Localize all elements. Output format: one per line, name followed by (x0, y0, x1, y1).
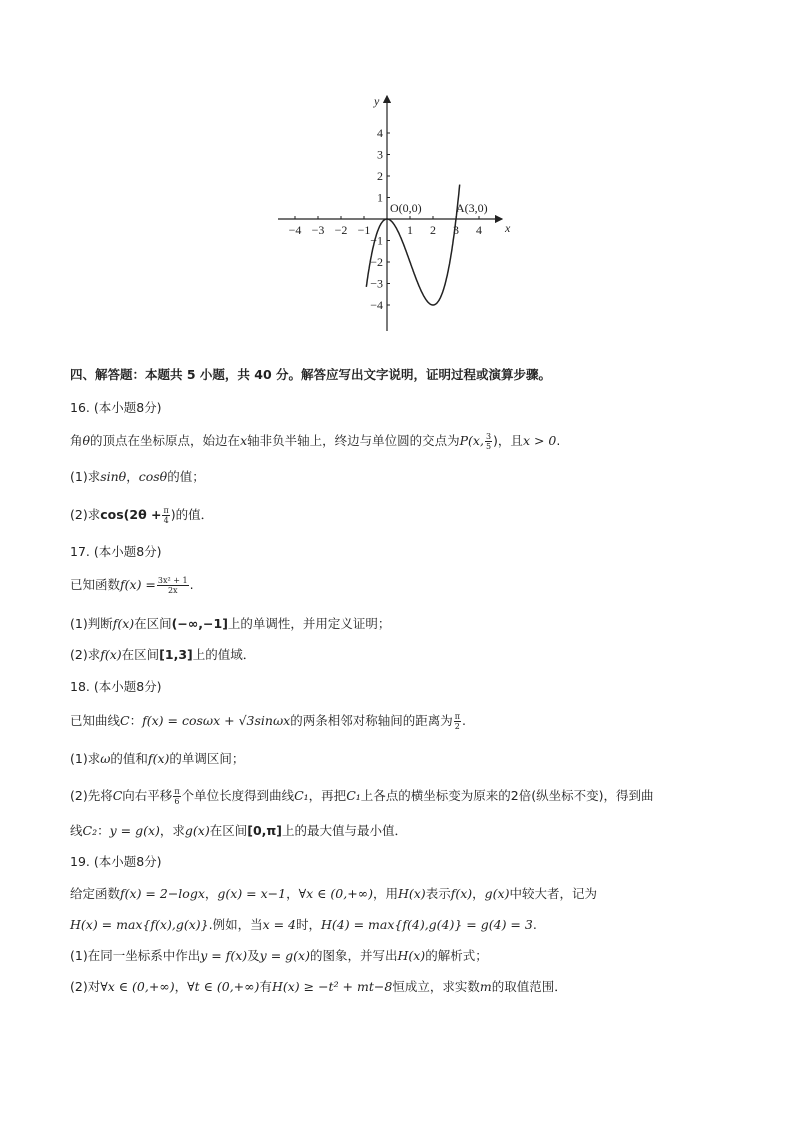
text: 上各点的横坐标变为原来的2倍(纵坐标不变)，得到曲 (360, 788, 654, 803)
text: ： (129, 713, 143, 728)
text: (1)求 (70, 469, 101, 484)
text: 的解析式； (425, 948, 488, 963)
math: [1,3] (159, 647, 193, 662)
text: . (189, 577, 194, 592)
math: x = 4 (262, 917, 297, 932)
text: 上的值域． (192, 647, 256, 662)
text: 在区间 (134, 616, 172, 631)
math: m (479, 979, 492, 994)
math: g(x) (184, 823, 210, 838)
y-axis-label: y (374, 94, 380, 108)
x-tick-label: −1 (357, 223, 371, 237)
point-a-label: A(3,0) (456, 201, 488, 215)
x-tick-label: −4 (288, 223, 302, 237)
text: (1)求 (70, 751, 101, 766)
math: H(x) = max{f(x),g(x)} (70, 917, 209, 932)
y-tick-label: −4 (370, 298, 383, 312)
text: (1)判断 (70, 616, 113, 631)
x-tick-label: −2 (334, 223, 348, 237)
text: 给定函数 (70, 886, 121, 901)
math: f(x) (100, 647, 122, 662)
y-tick-label: 3 (377, 147, 383, 162)
text: ， (204, 886, 218, 901)
y-tick-label: −2 (370, 255, 383, 269)
numerator: 3 (485, 432, 492, 441)
math: H(x) (397, 948, 426, 963)
text: 的取值范围． (491, 979, 567, 994)
math: g(x) (484, 886, 510, 901)
math: H(4) = max{f(4),g(4)} = g(4) = 3 (321, 917, 533, 932)
x-tick-label: 3 (453, 223, 459, 237)
denominator: 5 (485, 442, 492, 451)
math: C (112, 788, 123, 803)
math: x > 0 (522, 433, 557, 448)
text: (2)求 (70, 647, 101, 662)
y-tick-label: −1 (370, 233, 383, 248)
q16-part1 (70, 468, 205, 486)
text: 的两条相邻对称轴间的距离为 (290, 713, 453, 728)
fraction (173, 787, 180, 806)
y-tick-label: 4 (377, 126, 383, 140)
text: 的值； (167, 469, 205, 484)
q18-part2 (70, 787, 653, 806)
math: H(x) ≥ −t² + mt−8 (271, 979, 393, 994)
fraction (454, 712, 461, 731)
q17-stem (70, 576, 194, 595)
text: 中较大者，记为 (509, 886, 597, 901)
math: f(x) = (120, 577, 156, 592)
x-tick-label: 4 (476, 223, 482, 237)
q17-title: 17. (本小题8分) (70, 544, 162, 559)
q18-part1 (70, 750, 244, 768)
numerator: π (174, 787, 180, 796)
fraction (162, 506, 169, 525)
text: ，求 (159, 823, 185, 838)
math: cosθ (138, 469, 168, 484)
text: ) (170, 507, 176, 522)
math: H(x) (397, 886, 426, 901)
x-tick-label: 1 (407, 223, 413, 237)
math: ∀x ∈ (0,+∞) (100, 979, 175, 994)
text: 的图象，并写出 (309, 948, 398, 963)
math: (−∞,−1] (171, 616, 228, 631)
text: . (556, 433, 561, 448)
text: . (461, 713, 466, 728)
q17-part1 (70, 615, 390, 633)
fraction (157, 576, 189, 595)
function-graph (270, 88, 530, 338)
text: 在区间 (121, 647, 160, 662)
text: 线 (70, 823, 83, 838)
text: (2)求 (70, 507, 101, 522)
math: ∀t ∈ (0,+∞) (187, 979, 260, 994)
text: . (532, 917, 537, 932)
q19-part1 (70, 947, 488, 965)
math: ∀x ∈ (0,+∞) (298, 886, 373, 901)
text: ， (286, 886, 299, 901)
q16-title: 16. (本小题8分) (70, 400, 162, 415)
x-tick-label: −3 (311, 223, 325, 237)
numerator: π (163, 506, 169, 515)
q18-title: 18. (本小题8分) (70, 679, 162, 694)
text: (2)对 (70, 979, 101, 994)
text: 已知曲线 (70, 713, 121, 728)
text: 个单位长度得到曲线 (181, 788, 295, 803)
text: ， (126, 469, 139, 484)
fraction (485, 432, 492, 451)
denominator: 6 (174, 797, 180, 806)
math: C₁ (346, 788, 361, 803)
denominator: 4 (163, 516, 169, 525)
text: ， (174, 979, 188, 994)
q19-title: 19. (本小题8分) (70, 854, 162, 869)
math: f(x) (147, 751, 170, 766)
text: (1)在同一坐标系中作出 (70, 948, 201, 963)
text: 的值． (175, 507, 214, 522)
x-axis-label: x (505, 221, 511, 235)
math: y = g(x) (109, 823, 160, 838)
text: 的顶点在坐标原点，始边在 (90, 433, 241, 448)
x-tick-label: 2 (430, 223, 436, 237)
text: 恒成立，求实数 (392, 979, 480, 994)
text: (2)先将 (70, 788, 113, 803)
math: cos(2θ + (100, 507, 162, 522)
math: y = g(x) (259, 948, 310, 963)
denominator: 2 (454, 722, 460, 731)
text: 的单调区间； (169, 751, 245, 766)
text: 轴非负半轴上，终边与单位圆的交点为 (247, 433, 460, 448)
math: g(x) = x−1 (217, 886, 287, 901)
q16-stem (70, 432, 560, 451)
q18-part2-cont (70, 822, 407, 840)
numerator: π (454, 712, 460, 721)
math: [0,π] (247, 823, 283, 838)
math: x (240, 433, 248, 448)
math: f(x) (112, 616, 135, 631)
math: f(x) = cosωx + √3sinωx (142, 713, 291, 728)
origin-label: O(0,0) (390, 201, 422, 215)
math: f(x) (450, 886, 473, 901)
math: ω (100, 751, 111, 766)
y-tick-label: 2 (377, 169, 383, 183)
text: 角 (70, 433, 83, 448)
q18-stem (70, 712, 466, 731)
math: P(x, (459, 433, 484, 448)
math: y = f(x) (200, 948, 248, 963)
math: θ (82, 433, 91, 448)
text: ，再把 (308, 788, 347, 803)
math: C₁ (294, 788, 309, 803)
math: sinθ (100, 469, 127, 484)
text: 在区间 (209, 823, 248, 838)
y-tick-label: −3 (370, 276, 383, 291)
math: C (120, 713, 130, 728)
math: C₂ (82, 823, 98, 838)
q19-part2 (70, 978, 567, 996)
section-header: 四、解答题：本题共 5 小题，共 40 分。解答应写出文字说明，证明过程或演算步骤。 (70, 367, 552, 382)
q19-stem-2 (70, 916, 537, 934)
text: 表示 (425, 886, 451, 901)
q19-stem-1 (70, 885, 597, 903)
text: ， (472, 886, 485, 901)
text: 有 (259, 979, 272, 994)
text: 时， (296, 917, 322, 932)
numerator: 3x² + 1 (157, 576, 188, 585)
text: 已知函数 (70, 577, 121, 592)
denominator: 2x (167, 586, 178, 595)
math: f(x) = 2−logx (120, 886, 205, 901)
text: .例如，当 (208, 917, 263, 932)
q16-part2 (70, 506, 213, 525)
text: 向右平移 (122, 788, 173, 803)
text: 上的单调性，并用定义证明； (227, 616, 391, 631)
y-tick-label: 1 (377, 190, 383, 205)
text: )，且 (493, 433, 523, 448)
text: 及 (247, 948, 260, 963)
text: ，用 (372, 886, 398, 901)
text: ： (97, 823, 110, 838)
text: 的值和 (110, 751, 148, 766)
q17-part2 (70, 646, 255, 664)
text: 上的最大值与最小值． (282, 823, 408, 838)
